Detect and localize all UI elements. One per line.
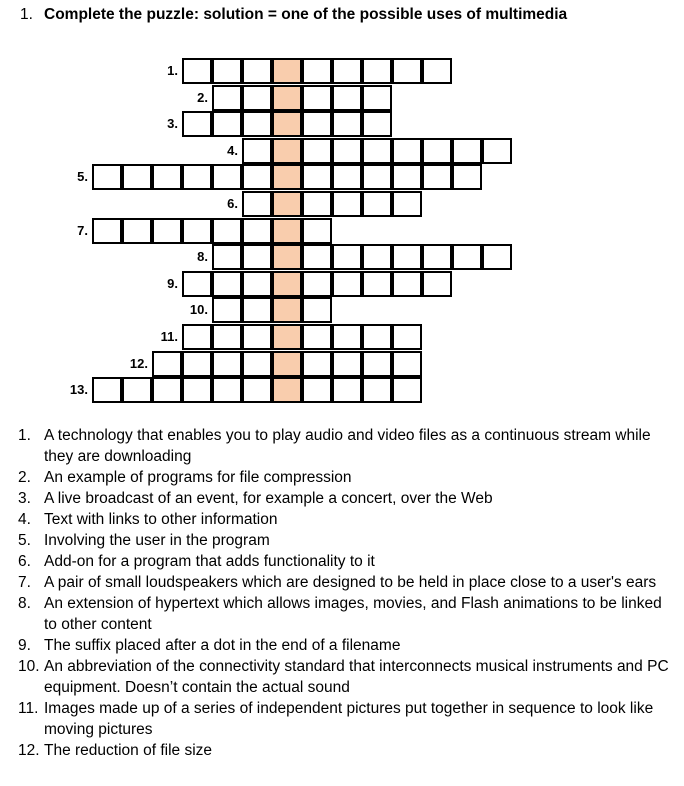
clue-item xyxy=(18,635,678,656)
clue-number: 5. xyxy=(18,532,31,549)
letter-cell[interactable] xyxy=(92,164,122,190)
letter-cell[interactable] xyxy=(302,244,332,270)
letter-cell[interactable] xyxy=(152,351,182,377)
letter-cell[interactable] xyxy=(482,138,512,164)
row-label: 3. xyxy=(167,116,178,132)
clue-text: The suffix placed after a dot in the end of a filename xyxy=(44,637,401,654)
letter-cell[interactable] xyxy=(242,164,272,190)
clue-item xyxy=(18,698,678,740)
letter-cell[interactable] xyxy=(182,351,212,377)
letter-cell[interactable] xyxy=(332,138,362,164)
letter-cell[interactable] xyxy=(422,164,452,190)
row-label: 10. xyxy=(189,302,208,318)
solution-cell[interactable] xyxy=(272,297,302,323)
letter-cell[interactable] xyxy=(302,377,332,403)
letter-cell[interactable] xyxy=(392,138,422,164)
letter-cell[interactable] xyxy=(212,297,242,323)
letter-cell[interactable] xyxy=(212,244,242,270)
row-label: 11. xyxy=(160,329,178,344)
letter-cell[interactable] xyxy=(302,271,332,297)
letter-cell[interactable] xyxy=(302,351,332,377)
clue-item xyxy=(18,740,678,761)
letter-cell[interactable] xyxy=(332,271,362,297)
letter-cell[interactable] xyxy=(212,111,242,137)
clue-item xyxy=(18,509,678,530)
letter-cell[interactable] xyxy=(422,58,452,84)
letter-cell[interactable] xyxy=(212,324,242,350)
clue-text: The reduction of file size xyxy=(44,742,213,759)
solution-cell[interactable] xyxy=(272,191,302,217)
letter-cell[interactable] xyxy=(422,138,452,164)
letter-cell[interactable] xyxy=(212,351,242,377)
letter-cell[interactable] xyxy=(332,324,362,350)
letter-cell[interactable] xyxy=(182,111,212,137)
letter-cell[interactable] xyxy=(92,377,122,403)
clue-text: A technology that enables you to play audio and video files as a continuous stream while they are downloading xyxy=(44,427,651,465)
letter-cell[interactable] xyxy=(362,271,392,297)
letter-cell[interactable] xyxy=(242,218,272,244)
letter-cell[interactable] xyxy=(122,218,152,244)
clue-number: 7. xyxy=(18,574,31,591)
clue-text: Involving the user in the program xyxy=(44,532,270,549)
letter-cell[interactable] xyxy=(362,138,392,164)
letter-cell[interactable] xyxy=(92,218,122,244)
letter-cell[interactable] xyxy=(152,164,182,190)
clue-text: A live broadcast of an event, for example a concert, over the Web xyxy=(44,490,493,507)
letter-cell[interactable] xyxy=(332,164,362,190)
letter-cell[interactable] xyxy=(122,377,152,403)
letter-cell[interactable] xyxy=(302,111,332,137)
letter-cell[interactable] xyxy=(302,164,332,190)
letter-cell[interactable] xyxy=(182,218,212,244)
row-label: 1. xyxy=(167,63,178,78)
letter-cell[interactable] xyxy=(332,377,362,403)
letter-cell[interactable] xyxy=(242,191,272,217)
letter-cell[interactable] xyxy=(392,244,422,270)
letter-cell[interactable] xyxy=(302,324,332,350)
solution-cell[interactable] xyxy=(272,351,302,377)
letter-cell[interactable] xyxy=(242,297,272,323)
clue-number: 8. xyxy=(18,595,31,612)
letter-cell[interactable] xyxy=(392,271,422,297)
solution-cell[interactable] xyxy=(272,58,302,84)
clue-text: Images made up of a series of independent pictures put together in sequence to look like moving pictures xyxy=(44,700,654,738)
letter-cell[interactable] xyxy=(302,58,332,84)
clue-text: Add-on for a program that adds functionality to it xyxy=(44,553,375,570)
clue-text: Text with links to other information xyxy=(44,511,278,528)
letter-cell[interactable] xyxy=(362,164,392,190)
letter-cell[interactable] xyxy=(392,164,422,190)
letter-cell[interactable] xyxy=(182,164,212,190)
letter-cell[interactable] xyxy=(212,164,242,190)
letter-cell[interactable] xyxy=(122,164,152,190)
clue-item xyxy=(18,572,678,593)
letter-cell[interactable] xyxy=(332,191,362,217)
row-label: 4. xyxy=(227,142,238,158)
letter-cell[interactable] xyxy=(302,191,332,217)
letter-cell[interactable] xyxy=(362,111,392,137)
letter-cell[interactable] xyxy=(362,351,392,377)
solution-cell[interactable] xyxy=(272,111,302,137)
clue-item xyxy=(18,551,678,572)
row-label: 7. xyxy=(77,222,88,238)
letter-cell[interactable] xyxy=(362,58,392,84)
letter-cell[interactable] xyxy=(422,271,452,297)
letter-cell[interactable] xyxy=(242,138,272,164)
letter-cell[interactable] xyxy=(302,297,332,323)
letter-cell[interactable] xyxy=(212,58,242,84)
letter-cell[interactable] xyxy=(392,377,422,403)
clue-item xyxy=(18,425,678,467)
clue-number: 11. xyxy=(18,700,39,717)
letter-cell[interactable] xyxy=(362,191,392,217)
row-label: 8. xyxy=(197,249,208,265)
letter-cell[interactable] xyxy=(242,244,272,270)
letter-cell[interactable] xyxy=(242,85,272,111)
letter-cell[interactable] xyxy=(212,377,242,403)
letter-cell[interactable] xyxy=(242,58,272,84)
letter-cell[interactable] xyxy=(182,324,212,350)
solution-cell[interactable] xyxy=(272,271,302,297)
letter-cell[interactable] xyxy=(482,244,512,270)
letter-cell[interactable] xyxy=(332,111,362,137)
letter-cell[interactable] xyxy=(452,244,482,270)
letter-cell[interactable] xyxy=(392,191,422,217)
clue-number: 2. xyxy=(18,469,31,486)
clue-item xyxy=(18,488,678,509)
row-label: 12. xyxy=(129,355,148,371)
clue-text: An example of programs for file compression xyxy=(44,469,352,486)
row-label: 13. xyxy=(69,382,88,398)
clue-item xyxy=(18,530,678,551)
row-label: 9. xyxy=(167,275,178,291)
letter-cell[interactable] xyxy=(392,58,422,84)
clue-number: 4. xyxy=(18,511,31,528)
letter-cell[interactable] xyxy=(362,324,392,350)
solution-cell[interactable] xyxy=(272,218,302,244)
task-number: 1. xyxy=(20,6,33,23)
solution-cell[interactable] xyxy=(272,164,302,190)
letter-cell[interactable] xyxy=(242,324,272,350)
row-label: 6. xyxy=(227,196,238,211)
letter-cell[interactable] xyxy=(212,218,242,244)
clue-text: An extension of hypertext which allows images, movies, and Flash animations to be linked to other content xyxy=(44,595,662,633)
letter-cell[interactable] xyxy=(362,244,392,270)
letter-cell[interactable] xyxy=(362,377,392,403)
letter-cell[interactable] xyxy=(302,138,332,164)
letter-cell[interactable] xyxy=(452,138,482,164)
solution-cell[interactable] xyxy=(272,324,302,350)
letter-cell[interactable] xyxy=(332,85,362,111)
letter-cell[interactable] xyxy=(332,351,362,377)
letter-cell[interactable] xyxy=(392,324,422,350)
letter-cell[interactable] xyxy=(332,244,362,270)
clue-number: 10. xyxy=(18,658,40,675)
clue-number: 1. xyxy=(18,427,31,444)
letter-cell[interactable] xyxy=(392,351,422,377)
clue-item xyxy=(18,593,678,635)
task-instruction: Complete the puzzle: solution = one of the possible uses of multimedia xyxy=(44,6,568,23)
letter-cell[interactable] xyxy=(152,377,182,403)
solution-cell[interactable] xyxy=(272,244,302,270)
letter-cell[interactable] xyxy=(422,244,452,270)
letter-cell[interactable] xyxy=(182,58,212,84)
letter-cell[interactable] xyxy=(242,271,272,297)
solution-cell[interactable] xyxy=(272,138,302,164)
clue-number: 12. xyxy=(18,742,40,759)
letter-cell[interactable] xyxy=(332,58,362,84)
letter-cell[interactable] xyxy=(302,85,332,111)
clue-item xyxy=(18,467,678,488)
letter-cell[interactable] xyxy=(182,377,212,403)
clue-text: An abbreviation of the connectivity standard that interconnects musical instruments and PC equipment. Doesn’t contain the actual sound xyxy=(44,658,669,696)
letter-cell[interactable] xyxy=(302,218,332,244)
letter-cell[interactable] xyxy=(242,111,272,137)
letter-cell[interactable] xyxy=(152,218,182,244)
clue-item xyxy=(18,656,678,698)
letter-cell[interactable] xyxy=(182,271,212,297)
clue-number: 3. xyxy=(18,490,31,507)
solution-cell[interactable] xyxy=(272,377,302,403)
clue-list xyxy=(18,425,678,761)
row-label: 5. xyxy=(77,169,88,185)
letter-cell[interactable] xyxy=(212,271,242,297)
letter-cell[interactable] xyxy=(362,85,392,111)
letter-cell[interactable] xyxy=(212,85,242,111)
clue-text: A pair of small loudspeakers which are designed to be held in place close to a user's ears xyxy=(44,574,657,591)
row-label: 2. xyxy=(197,89,208,105)
solution-cell[interactable] xyxy=(272,85,302,111)
letter-cell[interactable] xyxy=(242,377,272,403)
letter-cell[interactable] xyxy=(452,164,482,190)
letter-cell[interactable] xyxy=(242,351,272,377)
clue-number: 9. xyxy=(18,637,31,654)
clue-number: 6. xyxy=(18,553,31,570)
